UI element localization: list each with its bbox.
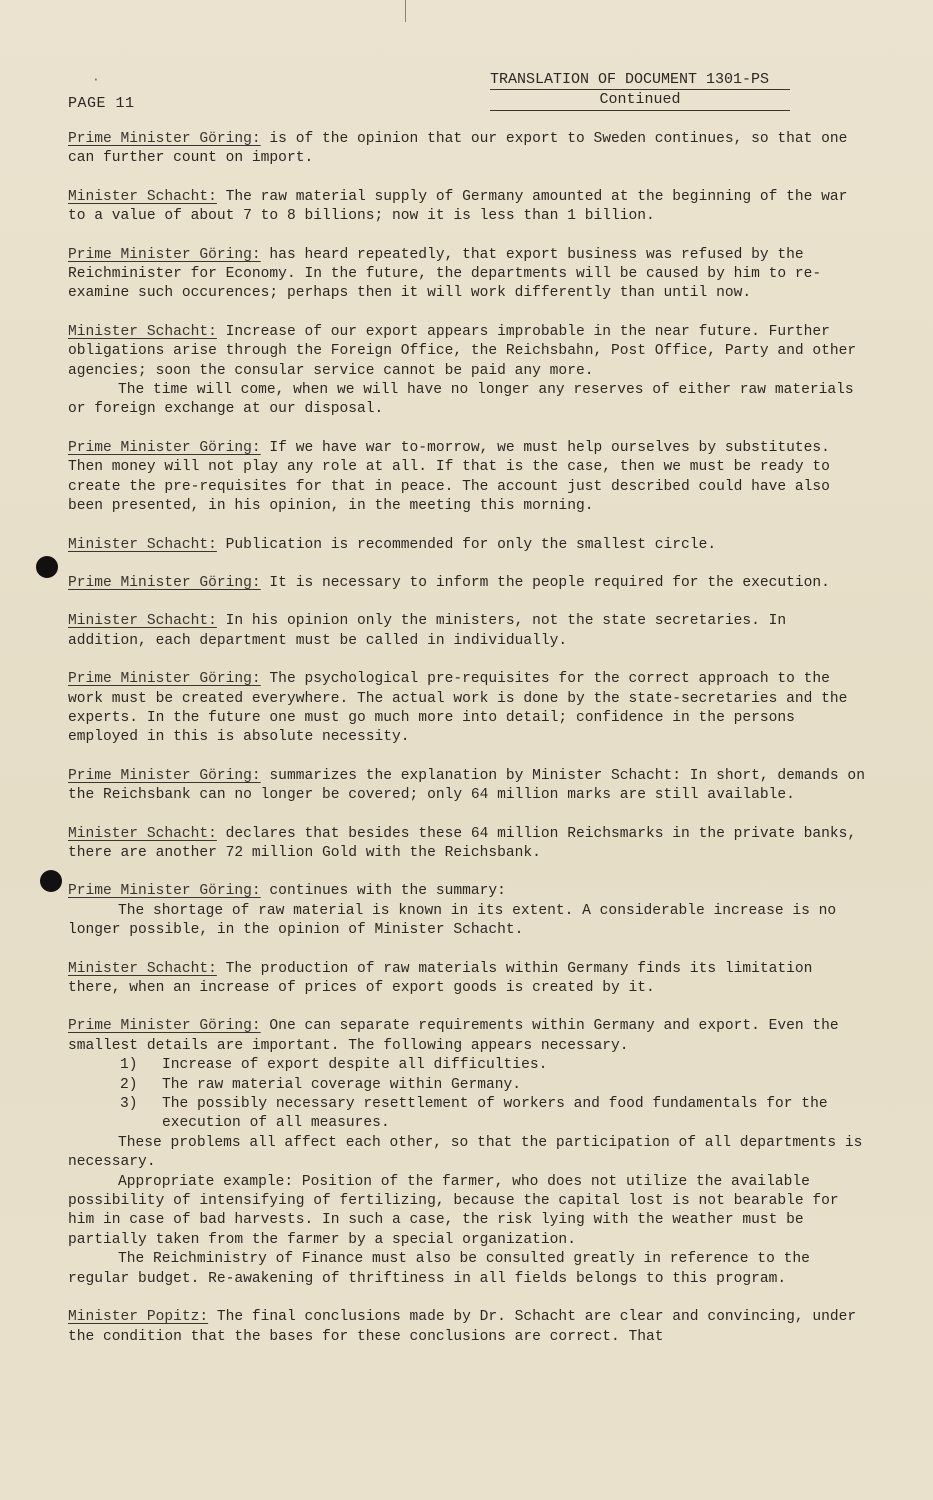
statement: In his opinion only the ministers, not the state secretaries. In addition, each department must be called in individually. (68, 613, 787, 649)
statement-continued: Appropriate example: Position of the farmer, who does not utilize the available possibility of intensifying of fertilizing, because the capital lost is not bearable for him in case of bad harvests. In such a case, the risk lying with the weather must be partially taken from the farmer by a special organization. (68, 1173, 839, 1248)
list-item (120, 1095, 868, 1134)
page-number: PAGE 11 (68, 95, 135, 112)
statement: declares that besides these 64 million Reichsmarks in the private banks, there are another 72 million Gold with the Reichsbank. (68, 825, 857, 861)
list-number: 3) (120, 1096, 138, 1113)
list-item (120, 1076, 868, 1095)
list-number: 1) (120, 1057, 138, 1074)
statement-continued: The time will come, when we will have no longer any reserves of either raw materials or foreign exchange at our disposal. (68, 382, 854, 418)
statement: If we have war to-morrow, we must help ourselves by substitutes. Then money will not play any role at all. If that is the case, then we must be ready to create the pre-requisites for that in peace. The account just described could have also been presented, in his opinion, in the meeting this morning. (68, 439, 830, 515)
statement: summarizes the explanation by Minister Schacht: In short, demands on the Reichsbank can no longer be covered; only 64 million marks are still available. (68, 767, 865, 804)
speaker: Minister Schacht: (68, 536, 217, 553)
entry (68, 246, 868, 304)
statement-continued: The Reichministry of Finance must also be consulted greatly in reference to the regular budget. Re-awakening of thriftiness in all fields belongs to this program. (68, 1251, 810, 1287)
speaker: Prime Minister Göring: (68, 246, 261, 263)
staple-mark (405, 0, 406, 22)
speaker: Prime Minister Göring: (68, 1018, 261, 1035)
transcript-body (68, 130, 868, 1366)
statement: It is necessary to inform the people required for the execution. (260, 574, 830, 591)
document-subtitle: Continued (490, 90, 790, 111)
speaker: Prime Minister Göring: (68, 574, 261, 591)
entry (68, 612, 868, 651)
speaker: Prime Minister Göring: (68, 767, 261, 784)
punch-hole (40, 870, 62, 892)
entry (68, 188, 868, 227)
speaker: Prime Minister Göring: (68, 883, 261, 900)
entry (68, 1308, 868, 1347)
speaker: Minister Popitz: (68, 1309, 209, 1326)
statement-continued: These problems all affect each other, so that the participation of all departments is necessary. (68, 1134, 863, 1171)
speaker: Prime Minister Göring: (68, 131, 261, 147)
statement: The raw material supply of Germany amounted at the beginning of the war to a value of about 7 to 8 billions; now it is less than 1 billion. (68, 188, 848, 225)
statement: has heard repeatedly, that export business was refused by the Reichminister for Economy. In the future, the departments will be caused by him to re-examine such occurences; perhaps then it will work differently than until now. (68, 246, 822, 302)
margin-mark: · (92, 72, 100, 87)
entry (68, 1017, 868, 1289)
entry (68, 130, 868, 169)
statement: Increase of our export appears improbable in the near future. Further obligations arise through the Foreign Office, the Reichsbahn, Post Office, Party and other agencies; soon the consular service cannot be paid any more. (68, 323, 857, 379)
speaker: Prime Minister Göring: (68, 671, 261, 688)
entry (68, 825, 868, 864)
statement-continued: The shortage of raw material is known in its extent. A considerable increase is no longer possible, in the opinion of Minister Schacht. (68, 902, 837, 939)
document-header (490, 70, 790, 111)
statement: is of the opinion that our export to Sweden continues, so that one can further count on import. (68, 131, 848, 167)
entry (68, 882, 868, 940)
punch-hole (36, 556, 58, 578)
list-text: The possibly necessary resettlement of workers and food fundamentals for the execution of all measures. (162, 1096, 828, 1132)
statement: One can separate requirements within Germany and export. Even the smallest details are important. The following appears necessary. (68, 1018, 839, 1054)
speaker: Minister Schacht: (68, 188, 217, 205)
entry (68, 670, 868, 748)
entry (68, 960, 868, 999)
entry (68, 536, 868, 555)
list-text: Increase of export despite all difficulties. (162, 1057, 548, 1074)
document-title: TRANSLATION OF DOCUMENT 1301-PS (490, 70, 790, 90)
entry (68, 767, 868, 806)
list-number: 2) (120, 1076, 138, 1093)
list-text: The raw material coverage within Germany. (162, 1076, 522, 1093)
speaker: Minister Schacht: (68, 323, 217, 340)
statement: The final conclusions made by Dr. Schacht are clear and convincing, under the condition that the bases for these conclusions are correct. That (68, 1309, 857, 1345)
list-item (120, 1056, 868, 1075)
entry (68, 574, 868, 593)
speaker: Minister Schacht: (68, 825, 217, 842)
speaker: Prime Minister Göring: (68, 439, 261, 456)
speaker: Minister Schacht: (68, 613, 217, 630)
entry (68, 323, 868, 420)
statement: continues with the summary: (260, 883, 506, 900)
statement: Publication is recommended for only the smallest circle. (216, 536, 717, 553)
requirements-list (68, 1056, 868, 1134)
entry (68, 439, 868, 517)
speaker: Minister Schacht: (68, 960, 217, 977)
statement: The psychological pre-requisites for the correct approach to the work must be created everywhere. The actual work is done by the state-secretaries and the experts. In the future one must go much more into detail; confidence in the persons employed in this is absolute necessity. (68, 671, 848, 746)
statement: The production of raw materials within Germany finds its limitation there, when an increase of prices of export goods is created by it. (68, 960, 813, 996)
